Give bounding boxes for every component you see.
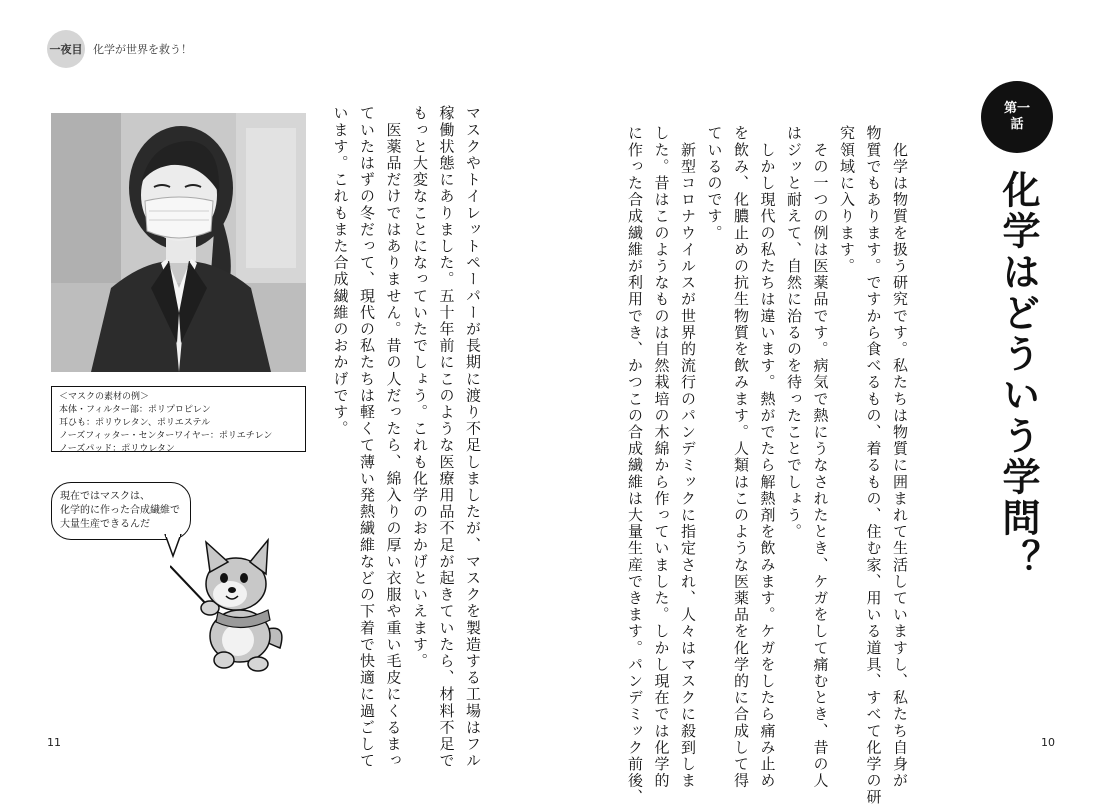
body-line: 医薬品だけではありません。昔の人だったら、綿入りの厚い衣服や重い毛皮にくるまっ — [384, 105, 403, 769]
body-line: はジッと耐えて、自然に治るのを待ったことでしょう。 — [785, 125, 803, 540]
body-line: 物質でもあります。ですから食べるもの、着るもの、住む家、用いる道具、すべて化学の研 — [864, 125, 883, 806]
left-page-body — [322, 105, 486, 769]
running-header — [47, 30, 192, 68]
episode-suffix: 話 — [1010, 117, 1024, 132]
body-line: した。昔はこのようなものは自然栽培の木綿から作っていました。しかし現在では化学的 — [652, 125, 671, 789]
body-line: その一つの例は医薬品です。病気で熱にうなされたとき、ケガをして痛むとき、昔の人 — [811, 125, 830, 789]
bubble-line: 現在ではマスクは、 — [60, 491, 150, 502]
body-line: 新型コロナウイルスが世界的流行のパンデミックに指定され、人々はマスクに殺到しま — [679, 125, 697, 789]
masked-woman-photo — [51, 113, 306, 372]
body-line: に作った合成繊維が利用でき、かつこの合成繊維は大量生産できます。パンデミック前後、 — [626, 125, 644, 806]
body-line: もっと大変なことになっていたでしょう。これも化学のおかげといえます。 — [411, 105, 429, 670]
body-line: ているのです。 — [705, 125, 724, 242]
body-line: を飲み、化膿止めの抗生物質を飲みます。人類はこのような医薬品を化学的に合成して得 — [732, 125, 750, 789]
page-number-left: 11 — [47, 736, 61, 749]
body-line: 稼働状態にありました。五十年前にこのような医療用品不足が起きていたら、材料不足で — [437, 105, 456, 769]
bubble-line: 大量生産できるんだ — [60, 519, 150, 530]
body-line: しかし現代の私たちは違います。熱がでたら解熱剤を飲みます。ケガをしたら痛み止め — [758, 125, 777, 789]
body-line: 究領域に入ります。 — [838, 125, 856, 275]
body-line: います。これもまた合成繊維のおかげです。 — [331, 105, 350, 437]
photo-illustration — [51, 113, 306, 372]
materials-item: ノーズフィッター・センターワイヤー：ポリエチレン — [59, 431, 273, 441]
chapter-title: 化学はどういう学問？ — [996, 170, 1040, 580]
body-line: ていたはずの冬だって、現代の私たちは軽くて薄い発熱繊維などの下着で快適に過ごして — [358, 105, 376, 769]
right-page-body — [617, 125, 913, 806]
speech-bubble — [51, 482, 191, 540]
materials-item: 本体・フィルター部：ポリプロピレン — [59, 405, 211, 415]
episode-circle — [981, 81, 1053, 153]
bubble-line: 化学的に作った合成繊維で — [60, 505, 180, 516]
page-number-right: 10 — [1041, 736, 1055, 749]
materials-item: ノーズパッド：ポリウレタン — [59, 444, 175, 454]
body-line: 化学は物質を扱う研究です。私たちは物質に囲まれて生活していますし、私たち自身が — [891, 125, 909, 789]
chapter-badge: 一夜目 — [47, 30, 85, 68]
dog-mascot-illustration — [170, 536, 300, 676]
materials-heading: ＜マスクの素材の例＞ — [59, 392, 150, 402]
episode-number: 第一 — [1003, 101, 1030, 116]
mask-materials-box — [51, 386, 306, 452]
running-title: 化学が世界を救う！ — [93, 43, 192, 56]
materials-item: 耳ひも：ポリウレタン、ポリエステル — [59, 418, 211, 428]
body-line: マスクやトイレットペーパーが長期に渡り不足しましたが、マスクを製造する工場はフル — [464, 105, 482, 769]
